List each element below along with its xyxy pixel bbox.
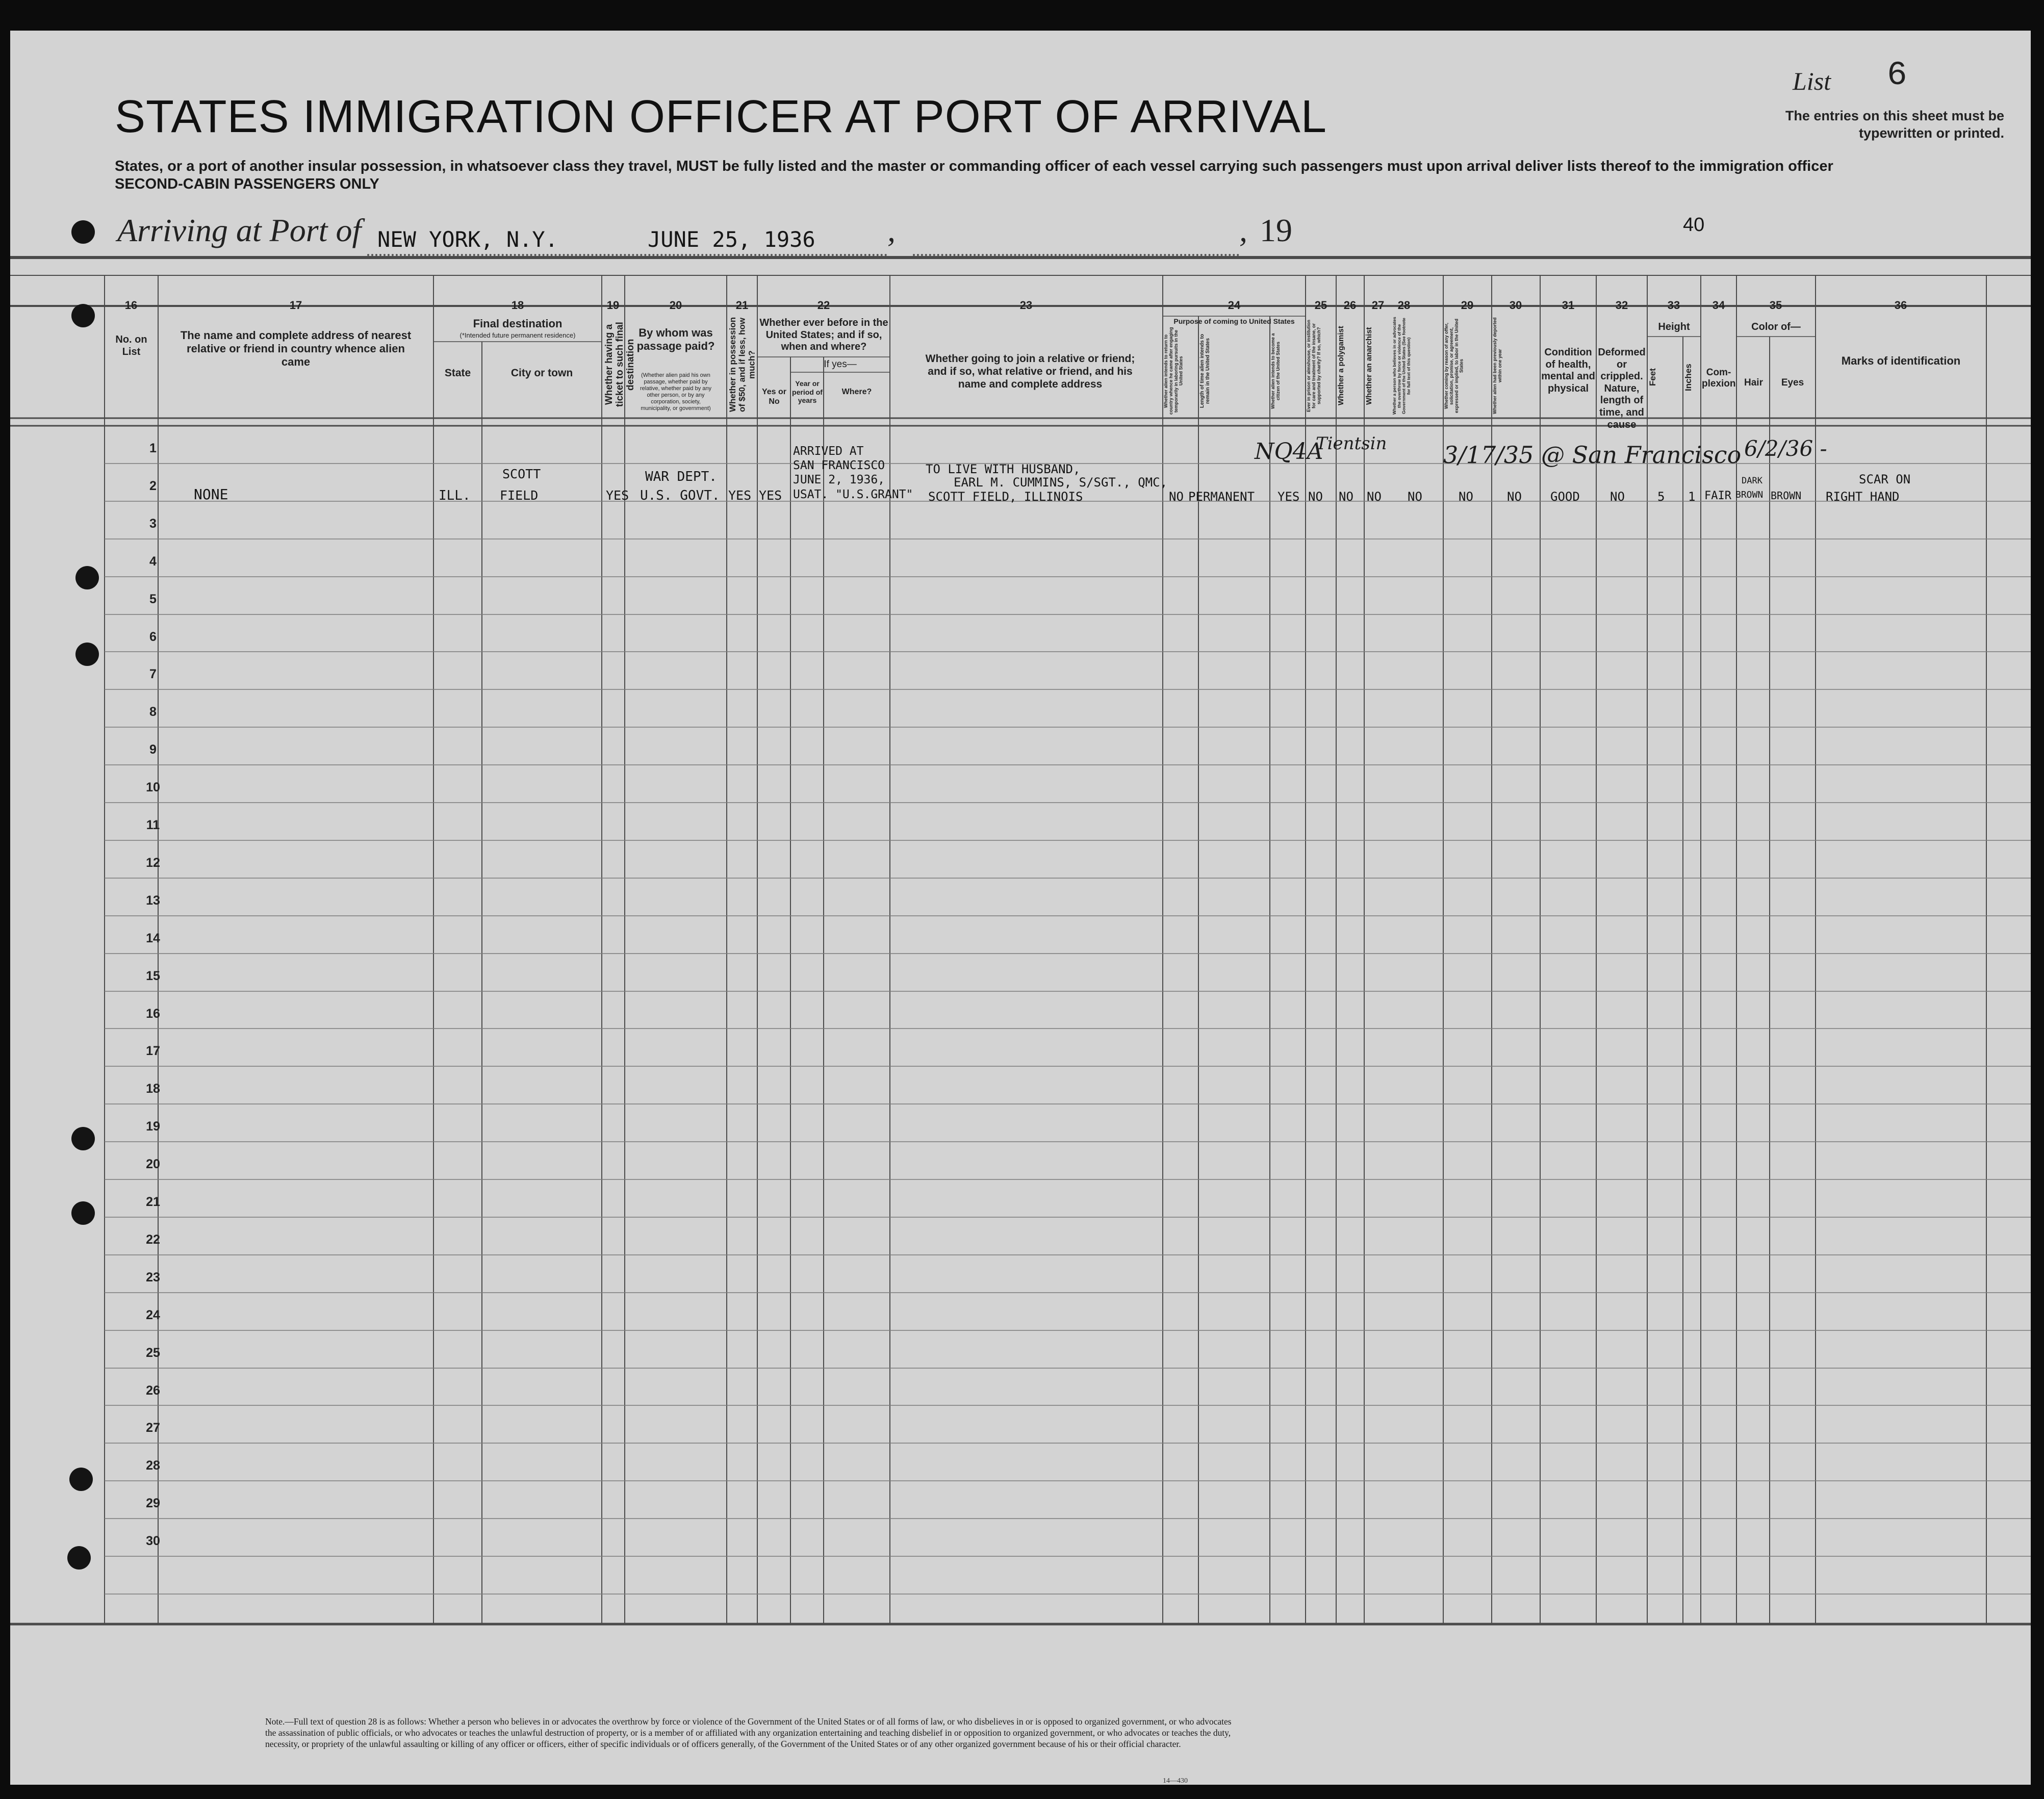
punch-hole <box>75 642 99 666</box>
entry-deformed: NO <box>1610 490 1625 504</box>
entry-citizen-intent: YES <box>1278 490 1300 504</box>
column-number: 17 <box>289 299 302 312</box>
header-inches: Inches <box>1683 364 1693 391</box>
header-final-destination-note: (*Intended future permanent residence) <box>459 331 576 339</box>
entry-height-feet: 5 <box>1657 490 1665 504</box>
header-city: City or town <box>510 367 573 379</box>
punch-hole <box>67 1546 91 1570</box>
column-number: 25 <box>1314 299 1327 312</box>
header-q28: Whether a person who believes in or advocates the overthrow by force or violence of the Government of the United States (See footnote for full text of this question) <box>1392 317 1412 415</box>
column-number: 27 <box>1371 299 1385 312</box>
header-health: Condition of health, mental and physical <box>1541 347 1595 394</box>
column-number: 28 <box>1397 299 1411 312</box>
header-prison: Ever in prison or almshouse, or institution for care and treatment of the insane, or supported by charity? If so, which? <box>1306 319 1321 413</box>
header-purpose: Purpose of coming to United States <box>1173 317 1295 325</box>
entry-marks-line1: SCAR ON <box>1859 472 1911 486</box>
entry-hair-line1: DARK <box>1742 476 1762 486</box>
entry-health: GOOD <box>1550 490 1580 504</box>
punch-hole <box>71 220 95 244</box>
header-ticket: Whether having a ticket to such final destination <box>604 322 636 407</box>
row-number: 19 <box>146 1119 160 1134</box>
header-length-of-stay: Length of time alien intends to remain in the United States <box>1199 334 1211 408</box>
date-line <box>913 254 1239 256</box>
annotation-place: Tientsin <box>1316 433 1387 454</box>
header-final-destination: Final destination <box>473 317 563 330</box>
column-number: 31 <box>1562 299 1575 312</box>
annotation-arrival: 3/17/35 @ San Francisco <box>1443 441 1742 469</box>
header-polygamist: Whether a polygamist <box>1337 326 1345 406</box>
entry-return-intent: NO <box>1169 490 1184 504</box>
annotation-code: NQ4A <box>1255 439 1323 465</box>
column-number: 29 <box>1461 299 1474 312</box>
annotation-date: 6/2/36 - <box>1744 436 1827 461</box>
column-number: 20 <box>669 299 682 312</box>
entry-previous-line2: SAN FRANCISCO <box>793 459 885 472</box>
row-number: 16 <box>146 1007 160 1021</box>
entry-deported: NO <box>1507 490 1522 504</box>
entry-q29: NO <box>1459 490 1473 504</box>
column-number: 36 <box>1894 299 1907 312</box>
entry-paid-line2: U.S. GOVT. <box>640 488 720 503</box>
column-number: 21 <box>735 299 749 312</box>
column-number: 18 <box>511 299 524 312</box>
header-eyes: Eyes <box>1781 377 1804 388</box>
header-return-intent: Whether alien intends to return to country whence he came after engaging temporarily in laboring pursuits in the United States <box>1163 327 1184 415</box>
header-fifty-dollars: Whether in possession of $50, and if less, how much? <box>728 317 757 413</box>
entry-previous-line4: USAT. "U.S.GRANT" <box>793 488 913 501</box>
header-complexion: Com- plexion <box>1702 367 1736 390</box>
header-where: Where? <box>841 388 872 396</box>
row-number: 28 <box>146 1458 160 1473</box>
ruling-grid <box>10 31 2031 1785</box>
list-number: 6 <box>1887 56 1907 94</box>
header-citizen-intent: Whether alien intends to become a citizen of the United States <box>1270 333 1281 409</box>
row-number: 9 <box>149 742 157 757</box>
entry-previous-line1: ARRIVED AT <box>793 445 864 458</box>
header-year: Year or period of years <box>792 379 823 405</box>
column-number: 24 <box>1228 299 1241 312</box>
entry-city-line1: SCOTT <box>502 467 541 481</box>
punch-hole <box>75 566 99 589</box>
row-number: 23 <box>146 1270 160 1284</box>
form-instruction: States, or a port of another insular possession, in whatsoever class they travel, MUST be fully listed and the master or commanding officer of each vessel carrying such passengers must upon arrival deliver lists thereof to the immigration officer <box>115 158 1833 174</box>
header-color-of: Color of— <box>1751 321 1801 332</box>
entry-height-inches: 1 <box>1688 490 1696 504</box>
arrival-date: JUNE 25, 1936 <box>648 227 815 252</box>
row-number: 20 <box>146 1157 160 1171</box>
column-number: 22 <box>817 299 830 312</box>
row-number: 27 <box>146 1421 160 1435</box>
column-number: 19 <box>606 299 620 312</box>
column-number: 30 <box>1509 299 1522 312</box>
header-height: Height <box>1658 321 1690 332</box>
entry-fifty-dollars: YES <box>728 488 752 503</box>
header-if-yes: If yes— <box>824 359 857 370</box>
entry-ever-before: YES <box>759 488 782 503</box>
year-suffix: 40 <box>1683 214 1705 236</box>
row-number: 5 <box>149 592 157 606</box>
entry-paid-line1: WAR DEPT. <box>645 469 717 484</box>
entry-length-of-stay: PERMANENT <box>1188 490 1255 504</box>
column-number: 16 <box>124 299 138 312</box>
row-number: 26 <box>146 1383 160 1398</box>
entry-join-line2: EARL M. CUMMINS, S/SGT., QMC, <box>954 475 1168 490</box>
row-number: 11 <box>146 818 160 832</box>
punch-hole <box>71 1201 95 1225</box>
header-feet: Feet <box>1648 368 1657 387</box>
row-number: 4 <box>149 554 157 569</box>
header-hair: Hair <box>1744 377 1763 388</box>
column-number: 26 <box>1343 299 1357 312</box>
port-line <box>367 254 887 256</box>
row-number: 22 <box>146 1232 160 1247</box>
column-number: 32 <box>1615 299 1628 312</box>
header-anarchist: Whether an anarchist <box>1365 327 1373 405</box>
column-number: 34 <box>1712 299 1725 312</box>
row-number: 13 <box>146 893 160 908</box>
header-deported: Whether alien had been previously deported within one year <box>1492 317 1502 415</box>
passenger-class-label: SECOND-CABIN PASSENGERS ONLY <box>115 176 379 192</box>
row-number: 25 <box>146 1346 160 1360</box>
entry-previous-line3: JUNE 2, 1936, <box>793 473 885 486</box>
column-number: 35 <box>1769 299 1782 312</box>
entry-anarchist: NO <box>1367 490 1382 504</box>
row-number: 3 <box>149 517 157 531</box>
row-number: 30 <box>146 1534 160 1548</box>
row-number: 17 <box>146 1044 160 1058</box>
punch-hole <box>71 304 95 327</box>
row-number: 2 <box>149 479 157 493</box>
row-number: 18 <box>146 1082 160 1096</box>
punch-hole <box>71 1127 95 1150</box>
entry-city-line2: FIELD <box>500 488 539 503</box>
row-number: 1 <box>149 441 157 455</box>
footnote: Note.—Full text of question 28 is as follows: Whether a person who believes in or advocates the overthrow by force or violence of the Government of the United States or of all forms of law, or who disbelieves in or is opposed to organized government, or who advocates the assassination of public officials, or who advocates or teaches the unlawful destruction of property, or is a member of or affiliated with any organization entertaining and teaching disbelief in or opposition to organized government, or who advocates or teaches the duty, necessity, or propriety of the unlawful assaulting or killing of any officer or officers, either of specific individuals or of officers generally, of the Government of the United States or of any other organized government because of his or their official character. <box>265 1716 1232 1749</box>
entry-state: ILL. <box>439 488 471 503</box>
arrival-port: NEW YORK, N.Y. <box>377 227 558 252</box>
manifest-sheet <box>10 31 2031 1785</box>
entry-polygamist: NO <box>1339 490 1353 504</box>
entry-nearest-relative: NONE <box>194 486 228 503</box>
entry-prison: NO <box>1308 490 1323 504</box>
column-number: 33 <box>1667 299 1680 312</box>
entry-join-line1: TO LIVE WITH HUSBAND, <box>926 462 1081 476</box>
row-number: 21 <box>146 1195 160 1209</box>
comma: , <box>1239 212 1247 248</box>
row-number: 12 <box>146 856 160 870</box>
punch-hole <box>69 1468 93 1491</box>
row-number: 6 <box>149 630 157 644</box>
row-number: 15 <box>146 969 160 983</box>
header-passage-paid-note: (Whether alien paid his own passage, whether paid by relative, whether paid by any other person, or by any corporation, society, municipality, or government) <box>640 372 712 412</box>
comma: , <box>887 212 896 248</box>
header-deformed: Deformed or crippled. Nature, length of time, and cause <box>1598 347 1646 430</box>
header-nearest-relative: The name and complete address of nearest relative or friend in country whence alien came <box>180 329 412 368</box>
header-passage-paid: By whom was passage paid? <box>636 326 715 352</box>
form-title: STATES IMMIGRATION OFFICER AT PORT OF ARRIVAL <box>115 91 1327 142</box>
header-marks: Marks of identification <box>1841 354 1961 367</box>
row-number: 8 <box>149 705 157 719</box>
arriving-label: Arriving at Port of <box>117 212 362 248</box>
entry-marks-line2: RIGHT HAND <box>1826 490 1900 504</box>
row-number: 14 <box>146 931 160 945</box>
form-number: 14—430 <box>1163 1777 1188 1785</box>
header-no-on-list: No. on List <box>115 334 147 357</box>
header-yes-no: Yes or No <box>761 388 787 406</box>
entry-hair-line2: BROWN <box>1735 490 1764 500</box>
header-state: State <box>444 367 471 379</box>
header-q29: Whether coming by reason of any offer, solicitation, promise, or agreement, expressed or implied, to labor in the United States <box>1444 318 1464 414</box>
row-number: 24 <box>146 1308 160 1322</box>
entry-ticket: YES <box>606 488 629 503</box>
entries-note: The entries on this sheet must be typewritten or printed. <box>1785 108 2004 141</box>
entry-complexion: FAIR <box>1704 490 1731 502</box>
entry-eyes: BROWN <box>1771 490 1802 502</box>
header-ever-before: Whether ever before in the United States; and if so, when and where? <box>759 317 888 353</box>
column-number: 23 <box>1019 299 1033 312</box>
row-number: 10 <box>146 780 160 794</box>
header-join-relative: Whether going to join a relative or friend; and if so, what relative or friend, and his name and complete address <box>925 353 1135 390</box>
row-number: 7 <box>149 667 157 681</box>
entry-q28: NO <box>1408 490 1422 504</box>
year-prefix: 19 <box>1260 212 1292 248</box>
list-label: List <box>1793 67 1831 95</box>
entry-join-line3: SCOTT FIELD, ILLINOIS <box>928 490 1083 504</box>
row-number: 29 <box>146 1496 160 1510</box>
